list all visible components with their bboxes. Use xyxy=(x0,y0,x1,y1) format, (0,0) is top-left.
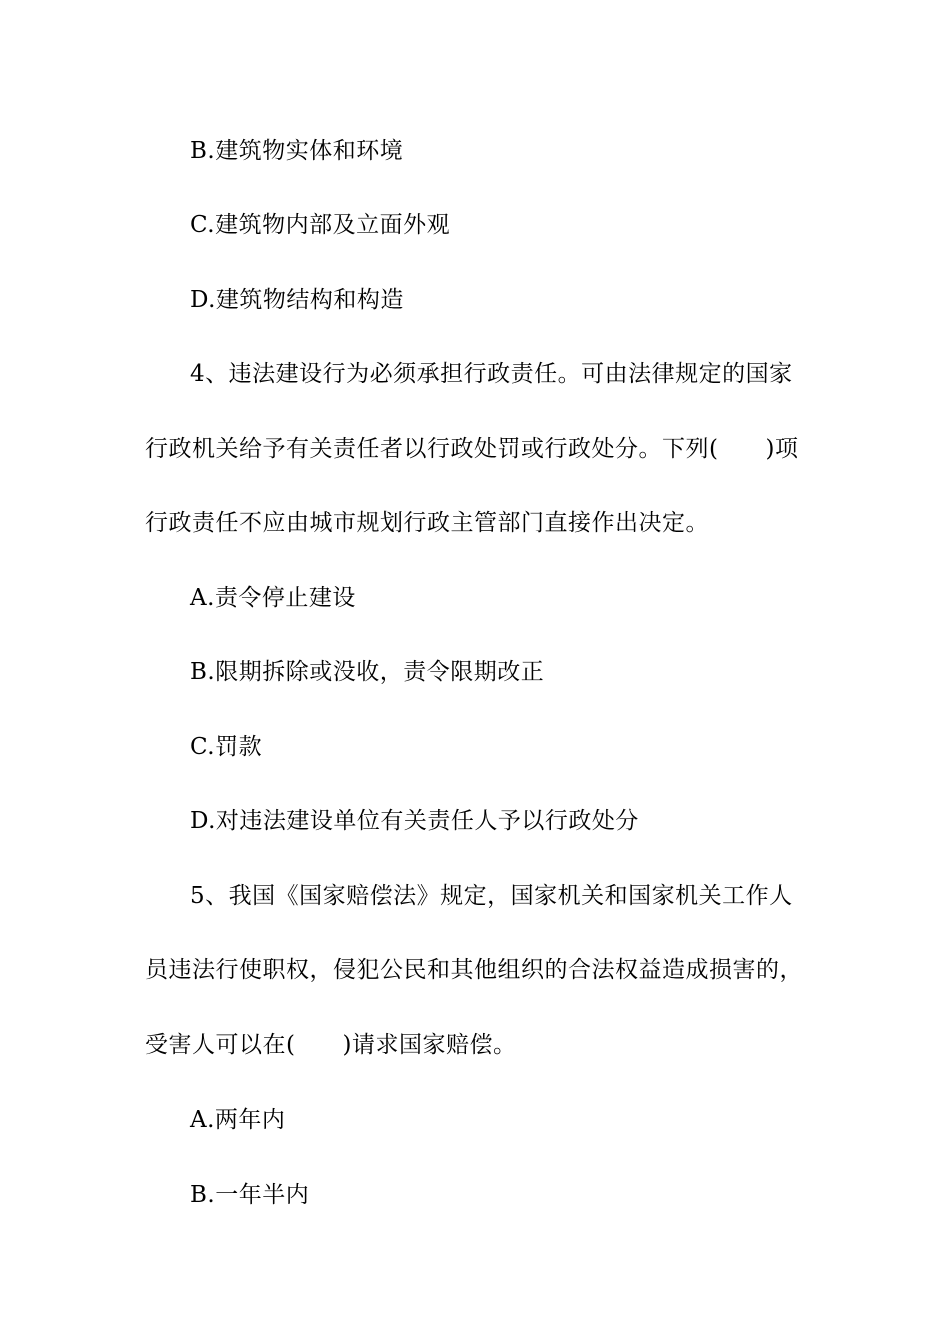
q4-text-line-1: 4、违法建设行为必须承担行政责任。可由法律规定的国家 xyxy=(190,361,793,387)
q5-option-a: A.两年内 xyxy=(190,1107,286,1133)
q4-option-c: C.罚款 xyxy=(190,734,263,760)
q4-text-line-3: 行政责任不应由城市规划行政主管部门直接作出决定。 xyxy=(145,510,709,536)
q4-option-d: D.对违法建设单位有关责任人予以行政处分 xyxy=(190,808,639,834)
q5-text-line-1: 5、我国《国家赔偿法》规定，国家机关和国家机关工作人 xyxy=(190,883,793,909)
q3-option-d: D.建筑物结构和构造 xyxy=(190,287,404,313)
q4-text-line-2: 行政机关给予有关责任者以行政处罚或行政处分。下列( )项 xyxy=(145,436,799,462)
q4-option-a: A.责令停止建设 xyxy=(190,585,356,611)
q3-option-c: C.建筑物内部及立面外观 xyxy=(190,212,451,238)
q4-option-b: B.限期拆除或没收，责令限期改正 xyxy=(190,659,545,685)
q5-text-line-2: 员违法行使职权，侵犯公民和其他组织的合法权益造成损害的， xyxy=(145,957,803,983)
q5-text-line-3: 受害人可以在( )请求国家赔偿。 xyxy=(145,1032,517,1058)
q3-option-b: B.建筑物实体和环境 xyxy=(190,138,404,164)
q5-option-b: B.一年半内 xyxy=(190,1182,310,1208)
